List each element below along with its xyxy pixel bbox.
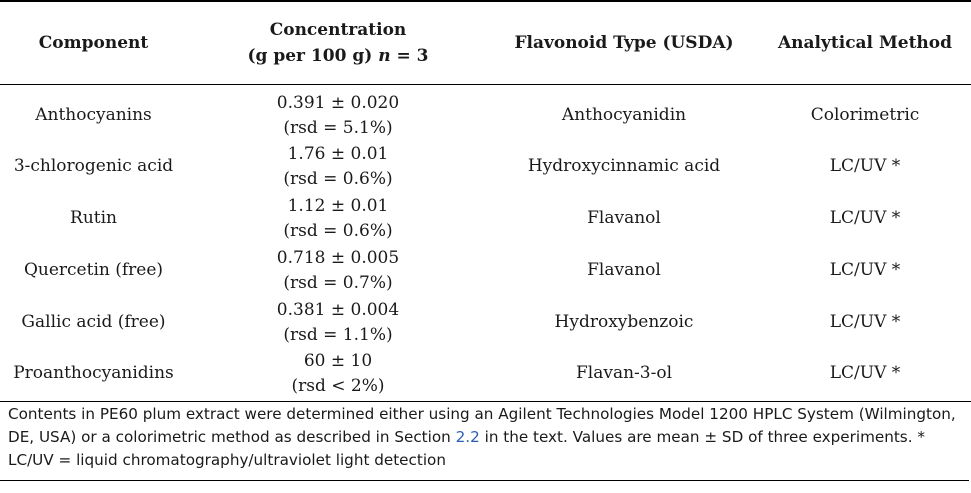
footnote-text-start: Contents in PE60 plum extract were determined either using an Agilent Technologies Model 1200 HPLC System (Wilmington, DE, USA) or a colorimetric method as described in Section bbox=[8, 405, 956, 446]
section-link[interactable]: 2.2 bbox=[455, 428, 480, 446]
concentration-value: 1.12 ± 0.01 bbox=[287, 195, 389, 216]
concentration-value: 1.76 ± 0.01 bbox=[287, 143, 389, 164]
rsd-value: (rsd = 5.1%) bbox=[283, 117, 393, 138]
table-row bbox=[0, 297, 971, 349]
table-row bbox=[0, 84, 971, 141]
concentration-cell bbox=[187, 84, 489, 141]
table-row bbox=[0, 349, 971, 402]
component-cell: Gallic acid (free) bbox=[21, 312, 166, 332]
table-header bbox=[0, 1, 971, 84]
concentration-cell bbox=[187, 349, 489, 402]
header-concentration-line2 bbox=[191, 43, 485, 69]
table-footnote bbox=[8, 403, 966, 472]
concentration-cell bbox=[187, 193, 489, 245]
header-concentration-unit: (g per 100 g) bbox=[247, 45, 379, 66]
concentration-value: 0.391 ± 0.020 bbox=[276, 92, 400, 113]
flavonoid-type-cell: Hydroxycinnamic acid bbox=[527, 156, 721, 176]
table-row bbox=[0, 245, 971, 297]
header-component: Component bbox=[0, 1, 187, 84]
concentration-value: 0.718 ± 0.005 bbox=[276, 247, 400, 268]
rsd-value: (rsd = 0.6%) bbox=[283, 168, 393, 189]
rsd-value: (rsd = 0.6%) bbox=[283, 220, 393, 241]
bottom-rule bbox=[0, 480, 969, 481]
table-row bbox=[0, 193, 971, 245]
header-analytical-method: Analytical Method bbox=[759, 1, 971, 84]
component-cell: Rutin bbox=[70, 208, 117, 228]
concentration-cell bbox=[187, 297, 489, 349]
analytical-method-cell: LC/UV * bbox=[829, 312, 901, 332]
flavonoid-type-cell: Flavan-3-ol bbox=[489, 349, 759, 402]
concentration-value: 60 ± 10 bbox=[303, 350, 373, 371]
header-flavonoid-type: Flavonoid Type (USDA) bbox=[489, 1, 759, 84]
table-row bbox=[0, 141, 971, 193]
component-cell: Anthocyanins bbox=[35, 105, 152, 125]
rsd-value: (rsd = 1.1%) bbox=[283, 324, 393, 345]
footnote-text-end: in the text. Values are mean ± SD of three experiments. * LC/UV = liquid chromatography/ultraviolet light detection bbox=[8, 428, 925, 469]
analytical-method-cell: LC/UV * bbox=[829, 156, 901, 176]
header-row bbox=[0, 1, 971, 84]
flavonoid-type-cell: Anthocyanidin bbox=[561, 105, 687, 125]
analytical-method-cell: LC/UV * bbox=[829, 208, 901, 228]
component-cell: Proanthocyanidins bbox=[0, 349, 187, 402]
header-concentration-line1: Concentration bbox=[269, 19, 407, 40]
analytical-method-cell: LC/UV * bbox=[759, 349, 971, 402]
table-body bbox=[0, 84, 971, 401]
component-cell: 3-chlorogenic acid bbox=[13, 156, 174, 176]
concentration-cell bbox=[187, 245, 489, 297]
header-concentration-n: n bbox=[378, 45, 391, 66]
rsd-value: (rsd < 2%) bbox=[291, 375, 385, 396]
flavonoid-type-cell: Flavanol bbox=[587, 208, 661, 228]
rsd-value: (rsd = 0.7%) bbox=[283, 272, 393, 293]
flavonoid-type-cell: Hydroxybenzoic bbox=[554, 312, 694, 332]
analytical-method-cell: LC/UV * bbox=[829, 260, 901, 280]
flavonoid-type-cell: Flavanol bbox=[587, 260, 661, 280]
concentration-value: 0.381 ± 0.004 bbox=[276, 299, 400, 320]
concentration-cell bbox=[187, 141, 489, 193]
header-concentration-count: = 3 bbox=[390, 45, 429, 66]
analytical-method-cell: Colorimetric bbox=[810, 105, 920, 125]
header-concentration bbox=[187, 1, 489, 84]
component-cell: Quercetin (free) bbox=[23, 260, 164, 280]
